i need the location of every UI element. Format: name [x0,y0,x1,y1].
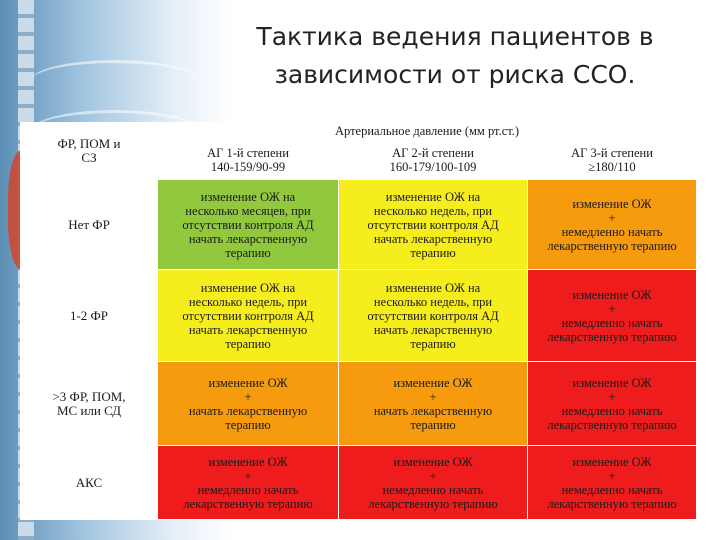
cell-line: изменение ОЖ [208,454,288,469]
cell-line: лекарственную терапию [547,417,677,432]
rib-graphic [30,60,200,103]
cell-line: + [608,301,616,316]
slide-title [210,18,700,94]
cell-line: изменение ОЖ на [385,189,481,204]
column-header-line: АГ 2-й степени [392,145,474,160]
cell-line: лекарственную терапию [547,329,677,344]
cell-line: немедленно начать [561,403,663,418]
cell-line: + [244,389,252,404]
table-cell [339,270,528,362]
table-cell [339,446,528,520]
table-cell [528,362,697,446]
table-row [21,270,697,362]
table-cell [528,270,697,362]
column-header-line: АГ 1-й степени [207,145,289,160]
cell-line: начать лекарственную [373,322,493,337]
cell-line: изменение ОЖ [572,196,652,211]
cell-line: немедленно начать [197,482,299,497]
row-label: Нет ФР [21,180,158,270]
corner-line: ФР, ПОМ и [57,136,121,151]
table-corner-header [21,123,158,180]
cell-line: изменение ОЖ на [200,280,296,295]
cell-line: отсутствии контроля АД [182,308,314,323]
cell-line: изменение ОЖ [208,375,288,390]
cell-line: лекарственную терапию [547,238,677,253]
column-header-line: 160-179/100-109 [389,159,477,174]
column-header-line: АГ 3-й степени [571,145,653,160]
cell-line: отсутствии контроля АД [182,217,314,232]
cell-line: изменение ОЖ на [200,189,296,204]
column-header [528,140,697,180]
table-cell [158,446,339,520]
slide-title-line: Тактика ведения пациентов в [256,22,654,51]
row-label [21,362,158,446]
cell-line: несколько месяцев, при [185,203,311,218]
cell-line: изменение ОЖ [572,287,652,302]
cell-line: несколько недель, при [373,294,493,309]
cell-line: лекарственную терапию [368,496,498,511]
cell-line: начать лекарственную [373,403,493,418]
table-cell [339,362,528,446]
table-cell [528,446,697,520]
cell-line: отсутствии контроля АД [367,308,499,323]
cell-line: изменение ОЖ [393,375,473,390]
cell-line: начать лекарственную [188,322,308,337]
cell-line: изменение ОЖ на [385,280,481,295]
cell-line: немедленно начать [561,224,663,239]
cell-line: терапию [410,417,456,432]
cell-line: терапию [225,336,271,351]
cell-line: начать лекарственную [188,403,308,418]
column-header [339,140,528,180]
cell-line: изменение ОЖ [393,454,473,469]
blood-pressure-group-header: Артериальное давление (мм рт.ст.) [158,123,697,140]
cell-line: отсутствии контроля АД [367,217,499,232]
cell-line: немедленно начать [382,482,484,497]
cell-line: изменение ОЖ [572,454,652,469]
cell-line: начать лекарственную [188,231,308,246]
cell-line: + [429,468,437,483]
cell-line: несколько недель, при [188,294,308,309]
cell-line: терапию [410,245,456,260]
cell-line: немедленно начать [561,315,663,330]
cell-line: + [608,468,616,483]
cell-line: + [429,389,437,404]
cell-line: терапию [225,417,271,432]
column-header-line: ≥180/110 [588,159,636,174]
table-cell [158,270,339,362]
row-label: АКС [21,446,158,520]
corner-line: СЗ [81,150,97,165]
cell-line: немедленно начать [561,482,663,497]
cell-line: терапию [225,245,271,260]
table-row [21,446,697,520]
column-header-line: 140-159/90-99 [210,159,286,174]
column-header [158,140,339,180]
table-cell [339,180,528,270]
table-cell [528,180,697,270]
cell-line: начать лекарственную [373,231,493,246]
slide-title-line: зависимости от риска ССО. [274,60,636,89]
cell-line: + [608,389,616,404]
cell-line: лекарственную терапию [183,496,313,511]
cell-line: несколько недель, при [373,203,493,218]
risk-management-table [20,122,697,520]
table-cell [158,362,339,446]
row-label-line: МС или СД [56,402,122,418]
cell-line: лекарственную терапию [547,496,677,511]
table-row [21,180,697,270]
cell-line: изменение ОЖ [572,375,652,390]
cell-line: + [608,210,616,225]
row-label: 1-2 ФР [21,270,158,362]
cell-line: терапию [410,336,456,351]
cell-line: + [244,468,252,483]
table-cell [158,180,339,270]
table-row [21,362,697,446]
row-label-line: >3 ФР, ПОМ, [52,388,126,404]
